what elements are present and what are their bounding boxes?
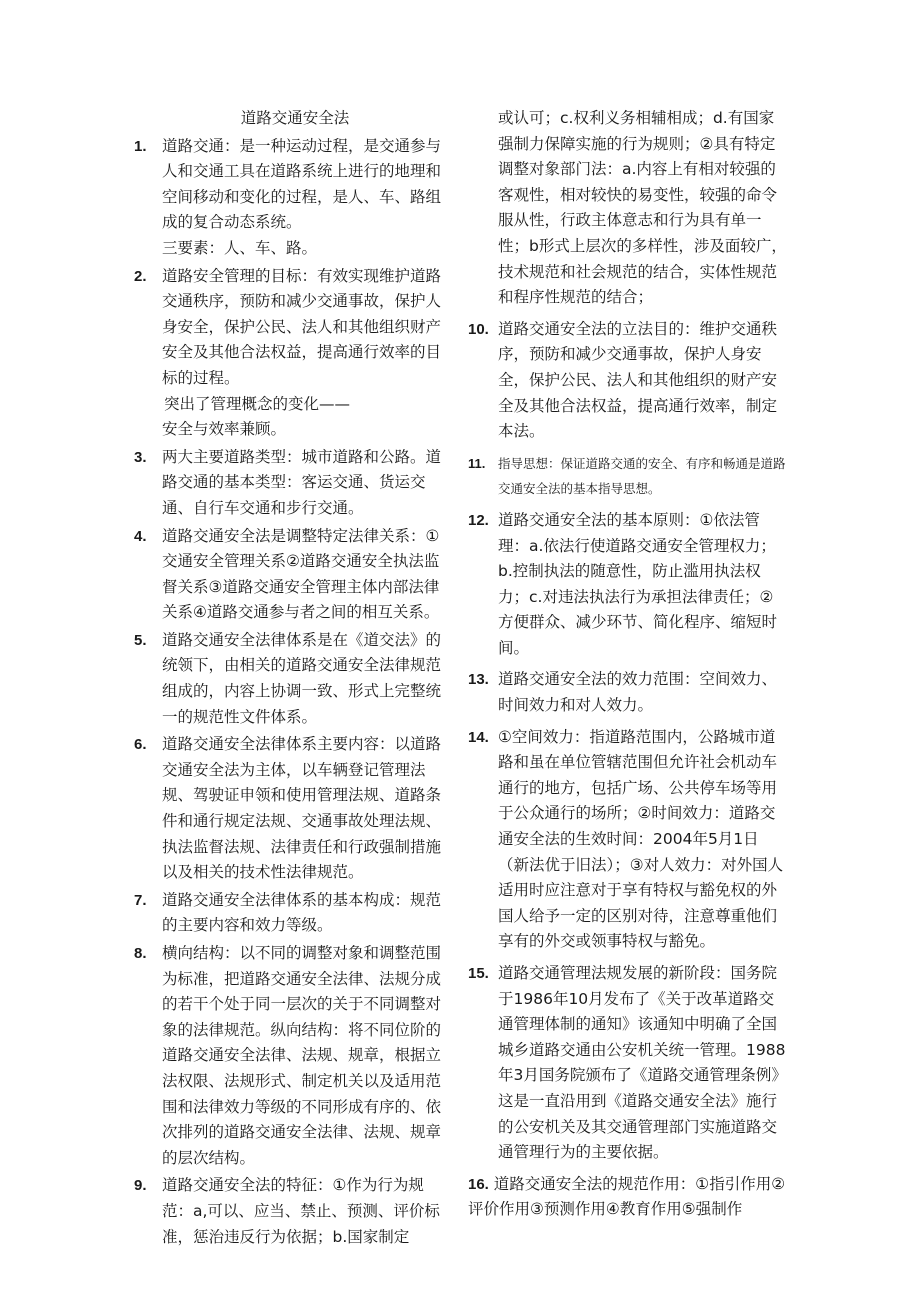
item-number: 2. <box>134 267 147 285</box>
item-text: 道路交通安全法是调整特定法律关系：①交通安全管理关系②道路交通安全执法监督关系③道路交通安全管理主体内部法律关系④道路交通参与者之间的相互关系。 <box>162 526 440 622</box>
list-item <box>468 451 788 502</box>
list-item <box>468 961 788 1166</box>
left-column <box>134 106 450 1250</box>
list-item <box>134 524 450 626</box>
item-number: 8. <box>134 945 147 962</box>
list-item <box>468 667 788 718</box>
item-number: 9. <box>134 1177 147 1195</box>
list-item <box>134 264 450 392</box>
list-item <box>134 445 450 522</box>
item-text: 道路交通安全法的规范作用：①指引作用②评价作用③预测作用④教育作用⑤强制作 <box>468 1174 786 1219</box>
item-number: 3. <box>134 448 147 466</box>
item-text: 横向结构：以不同的调整对象和调整范围为标准，把道路交通安全法律、法规分成的若干个处于同一层次的关于不同调整对象的法律规范。纵向结构：将不同位阶的道路交通安全法律、法规、规章，根据立法权限、法规形式、制定机关以及适用范围和法律效力等级的不同形成有序的、依次排列的道路交通安全法律、法规、规章的层次结构。 <box>162 944 442 1167</box>
item-number: 4. <box>134 527 147 545</box>
item-text: 道路交通安全法的效力范围：空间效力、时间效力和对人效力。 <box>498 670 778 715</box>
item-text: 道路交通安全法的立法目的：维护交通秩序，预防和减少交通事故，保护人身安全，保护公民、法人和其他组织的财产安全及其他合法权益，提高通行效率，制定本法。 <box>498 319 778 441</box>
item-text: 道路交通安全法律体系主要内容：以道路交通安全法为主体，以车辆登记管理法规、驾驶证申领和使用管理法规、道路条件和通行规定法规、交通事故处理法规、执法监督法规、法律责任和行政强制措施以及相关的技术性法律规范。 <box>162 735 442 882</box>
item-number: 16. <box>468 1175 489 1193</box>
item-text: 道路安全管理的目标：有效实现维护道路交通秩序，预防和减少交通事故，保护人身安全，保护公民、法人和其他组织财产安全及其他合法权益，提高通行效率的目标的过程。 <box>162 266 442 387</box>
list-item <box>468 725 788 955</box>
item-text: 道路交通安全法律体系的基本构成：规范的主要内容和效力等级。 <box>162 890 442 935</box>
item-text: ①空间效力：指道路范围内，公路城市道路和虽在单位管辖范围但允许社会机动车通行的地方，包括广场、公共停车场等用于公众通行的场所；②时间效力：道路交通安全法的生效时间：2004年5月1日（新法优于旧法）；③对人效力：对外国人适用时应注意对于享有特权与豁免权的外国人给予一定的区别对待，注意尊重他们享有的外交或领事特权与豁免。 <box>498 727 784 951</box>
list-item <box>134 941 450 1171</box>
document-title: 道路交通安全法 <box>240 109 350 127</box>
item-number: 12. <box>468 511 489 529</box>
item-number: 15. <box>468 965 489 982</box>
item-text: 道路交通：是一种运动过程，是交通参与人和交通工具在道路系统上进行的地理和空间移动和变化的过程，是人、车、路组成的复合动态系统。 <box>162 136 442 232</box>
item-text: 道路交通安全法的基本原则：①依法管理：a.依法行使道路交通安全管理权力；b.控制执法的随意性，防止滥用执法权力；c.对违法执法行为承担法律责任；②方便群众、减少环节、简化程序、缩短时间。 <box>498 510 778 657</box>
list-item <box>468 317 788 445</box>
item-number: 5. <box>134 631 147 649</box>
item-text: 道路交通管理法规发展的新阶段：国务院于1986年10月发布了《关于改革道路交通管理体制的通知》该通知中明确了全国城乡道路交通由公安机关统一管理。1988年3月国务院颁布了《道路交通管理条例》这是一直沿用到《道路交通安全法》施行的公安机关及其交通管理部门实施道路交通管理行为的主要依据。 <box>498 964 787 1162</box>
item-number: 10. <box>468 320 489 338</box>
list-item <box>468 508 788 662</box>
item-subtext: 突出了管理概念的变化—— <box>164 394 351 413</box>
right-column <box>468 106 788 1223</box>
item-number: 14. <box>468 728 489 746</box>
continuation-text: 或认可；c.权利义务相辅相成；d.有国家强制力保障实施的行为规则；②具有特定调整对象部门法：a.内容上有相对较强的客观性，相对较快的易变性，较强的命令服从性，行政主体意志和行为具有单一性；b形式上层次的多样性，涉及面较广，技术规范和社会规范的结合，实体性规范和程序性规范的结合； <box>498 109 787 307</box>
list-item <box>468 1172 788 1223</box>
item-number: 13. <box>468 671 489 689</box>
list-item <box>134 134 450 236</box>
item-text: 道路交通安全法的特征：①作为行为规范：a,可以、应当、禁止、预测、评价标准，惩治违反行为依据；b.国家制定 <box>162 1176 440 1246</box>
item-number: 7. <box>134 891 147 909</box>
item-text: 两大主要道路类型：城市道路和公路。道路交通的基本类型：客运交通、货运交通、自行车交通和步行交通。 <box>162 447 442 517</box>
list-item <box>134 888 450 939</box>
item-text: 道路交通安全法律体系是在《道交法》的统领下，由相关的道路交通安全法律规范组成的，内容上协调一致、形式上完整统一的规范性文件体系。 <box>162 630 442 726</box>
list-item <box>134 628 450 730</box>
item-number: 11. <box>468 455 486 471</box>
list-item <box>134 732 450 886</box>
item-subtext: 三要素：人、车、路。 <box>162 238 318 257</box>
item-text: 指导思想：保证道路交通的安全、有序和畅通是道路交通安全法的基本指导思想。 <box>498 455 786 497</box>
item-number: 6. <box>134 736 147 754</box>
list-item <box>134 1173 450 1250</box>
item-subtext: 安全与效率兼顾。 <box>162 420 287 439</box>
item-number: 1. <box>134 137 147 155</box>
